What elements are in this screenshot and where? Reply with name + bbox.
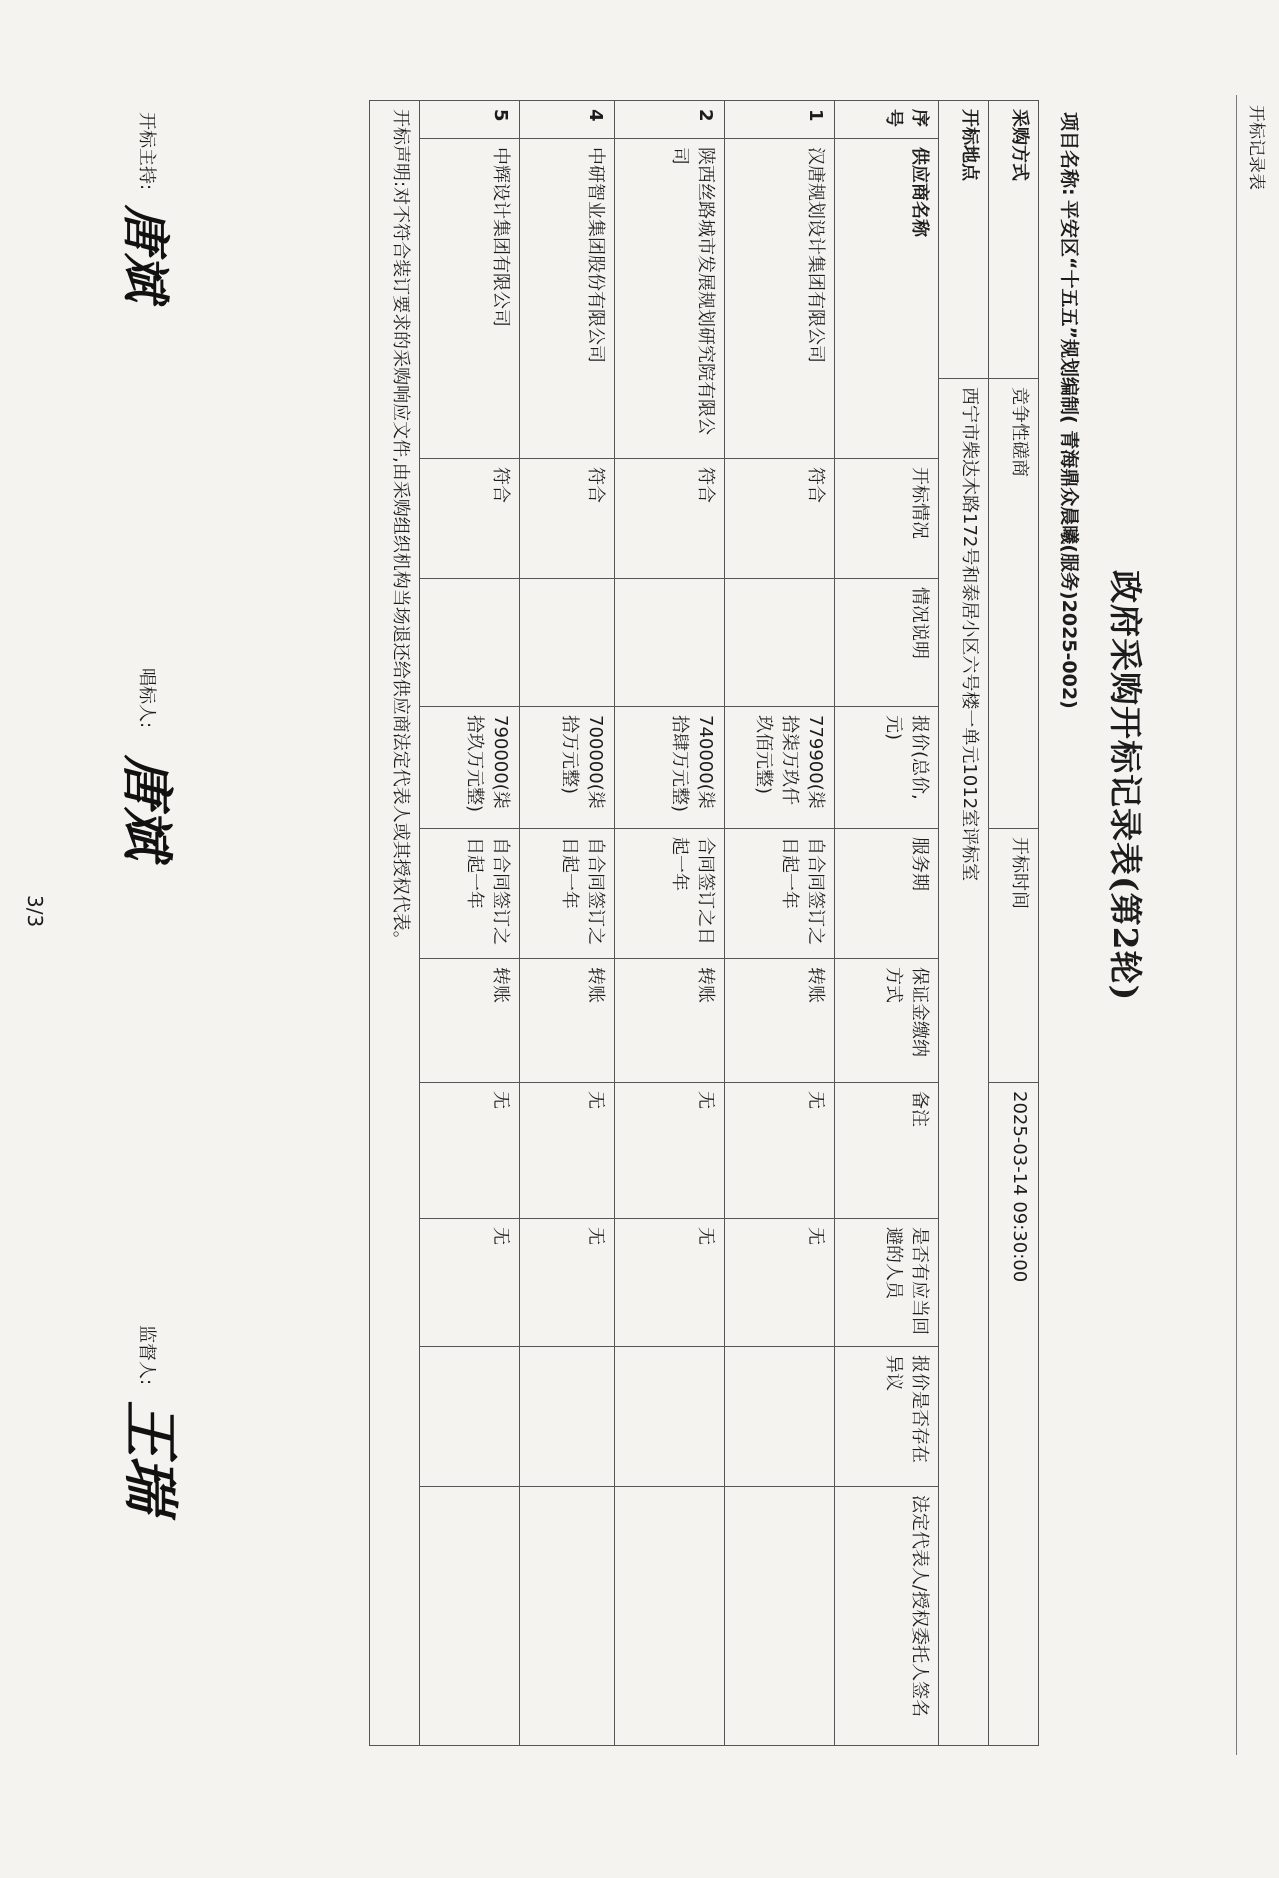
row-deposit: 转账: [420, 959, 520, 1083]
row-supplier: 陕西丝路城市发展规划研究院有限公司: [615, 139, 725, 459]
declaration-row: [370, 101, 420, 1746]
col-period: 服务期: [835, 829, 939, 959]
method-label: 采购方式: [989, 101, 1039, 379]
row-price: 779900(柒拾柒万玖仟玖佰元整): [725, 707, 835, 829]
row-period: 自合同签订之日起一年: [520, 829, 615, 959]
row-period: 自合同签订之日起一年: [725, 829, 835, 959]
row-status: 符合: [520, 459, 615, 579]
row-supplier: 中研智业集团股份有限公司: [520, 139, 615, 459]
place-label: 开标地点: [939, 101, 989, 379]
row-deposit: 转账: [615, 959, 725, 1083]
row-note: [615, 579, 725, 707]
col-avoid: 是否有应当回避的人员: [835, 1219, 939, 1347]
col-objection: 报价是否存在异议: [835, 1347, 939, 1487]
time-value: 2025-03-14 09:30:00: [989, 1083, 1039, 1746]
place-row: [939, 101, 989, 1746]
row-sign: [615, 1487, 725, 1746]
col-sign: 法定代表人/授权委托人签名: [835, 1487, 939, 1746]
table-row: [520, 101, 615, 1746]
project-value: 平安区“十五五”规划编制( 青海鼎众晨曦(服务)2025-002): [1058, 200, 1080, 709]
table-row: [615, 101, 725, 1746]
row-remark: 无: [615, 1083, 725, 1219]
row-no: 2: [615, 101, 725, 139]
project-label: 项目名称:: [1058, 112, 1080, 196]
col-remark: 备注: [835, 1083, 939, 1219]
method-value: 竞争性磋商: [989, 379, 1039, 829]
row-note: [725, 579, 835, 707]
declaration-text: 开标声明:对不符合装订要求的采购响应文件,由采购组织机构当场退还给供应商法定代表人或其授权代表。: [370, 101, 420, 1746]
col-status: 开标情况: [835, 459, 939, 579]
row-no: 1: [725, 101, 835, 139]
row-sign: [725, 1487, 835, 1746]
bid-opening-table: [369, 100, 1039, 1746]
place-value: 西宁市柴达木路172号和泰居小区六号楼一单元1012室评标室: [939, 379, 989, 1746]
header-rule: [1236, 95, 1237, 1755]
row-objection: [520, 1347, 615, 1487]
row-status: 符合: [615, 459, 725, 579]
col-note: 情况说明: [835, 579, 939, 707]
supervisor-signature: 王瑞: [117, 1400, 183, 1512]
row-status: 符合: [420, 459, 520, 579]
row-avoid: 无: [420, 1219, 520, 1347]
row-remark: 无: [420, 1083, 520, 1219]
col-deposit: 保证金缴纳方式: [835, 959, 939, 1083]
row-note: [520, 579, 615, 707]
row-objection: [615, 1347, 725, 1487]
row-no: 5: [420, 101, 520, 139]
row-objection: [725, 1347, 835, 1487]
host-signature: 唐斌: [117, 205, 173, 302]
row-supplier: 中辉设计集团有限公司: [420, 139, 520, 459]
row-no: 4: [520, 101, 615, 139]
page-number: 3/3: [23, 895, 47, 928]
table-row: [420, 101, 520, 1746]
row-remark: 无: [725, 1083, 835, 1219]
col-price: 报价(总价,元): [835, 707, 939, 829]
row-status: 符合: [725, 459, 835, 579]
row-sign: [420, 1487, 520, 1746]
col-supplier: 供应商名称: [835, 139, 939, 459]
col-no: 序号: [835, 101, 939, 139]
row-price: 740000(柒拾肆万元整): [615, 707, 725, 829]
row-avoid: 无: [615, 1219, 725, 1347]
supervisor-label: 监督人:: [136, 1325, 157, 1386]
row-deposit: 转账: [520, 959, 615, 1083]
row-remark: 无: [520, 1083, 615, 1219]
column-header-row: [835, 101, 939, 1746]
row-avoid: 无: [725, 1219, 835, 1347]
reader-label: 唱标人:: [136, 668, 157, 729]
header-label: 开标记录表: [1246, 105, 1266, 190]
row-price: 700000(柒拾万元整): [520, 707, 615, 829]
time-label: 开标时间: [989, 829, 1039, 1083]
row-period: 合同签订之日起一年: [615, 829, 725, 959]
row-objection: [420, 1347, 520, 1487]
row-deposit: 转账: [725, 959, 835, 1083]
host-label: 开标主持:: [136, 112, 157, 191]
row-period: 自合同签订之日起一年: [420, 829, 520, 959]
table-row: [725, 101, 835, 1746]
row-price: 790000(柒拾玖万元整): [420, 707, 520, 829]
method-row: [989, 101, 1039, 1746]
row-avoid: 无: [520, 1219, 615, 1347]
page-title: 政府采购开标记录表(第2轮): [1106, 570, 1145, 1002]
reader-signature: 唐斌: [116, 755, 177, 860]
row-supplier: 汉唐规划设计集团有限公司: [725, 139, 835, 459]
row-sign: [520, 1487, 615, 1746]
row-note: [420, 579, 520, 707]
